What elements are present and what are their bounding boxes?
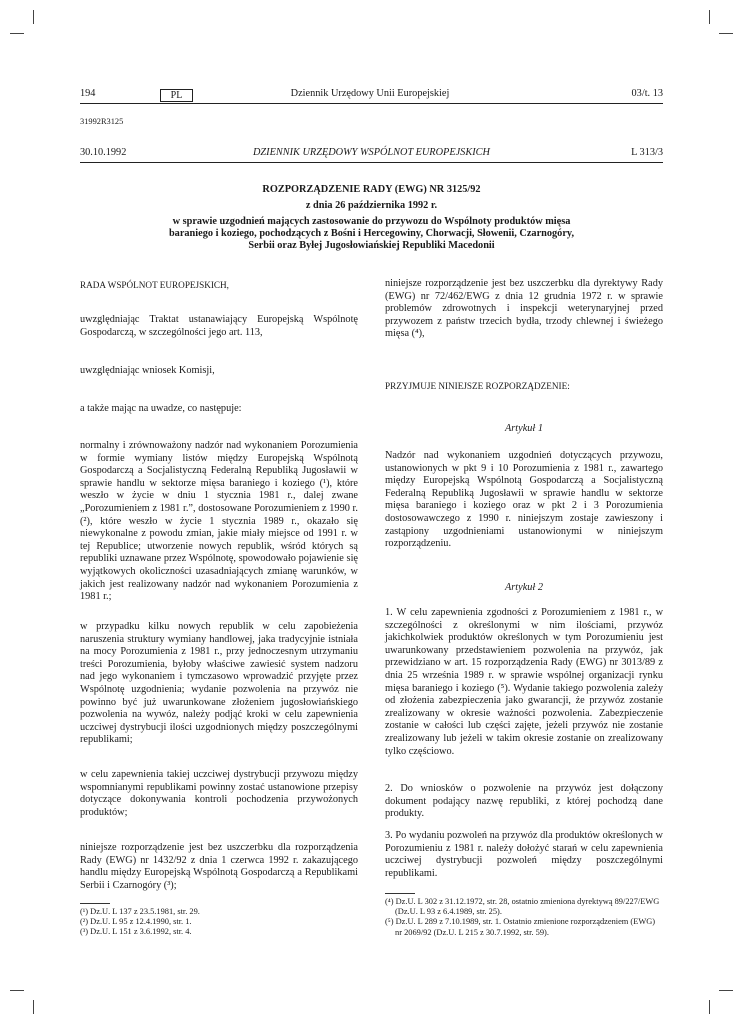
recital-paragraph: w przypadku kilku nowych republik w celu zapobieżenia naruszenia struktury wymiany handlowej, jaka tradycyjnie istniała na mocy Porozumienia z 1981 r., przy jednoczesnym utrzymaniu treści Porozumienia, byłoby właściwe zawiesić system nadzoru nad jego wykonaniem i tymczasowo wprowadzić przyjęte przez Wspólnotę uzgodnienia; wydanie pozwolenia na przywóz nie powinno być już uwarunkowane złożeniem jugosłowiańskiego pozwolenia na wywóz, należy podjąć kroki w celu zapewnienia uczciwej dystrybucji ilości uzgodnionych między poszczególnymi republikami; [80, 621, 358, 746]
footnote-5: (⁵) Dz.U. L 289 z 7.10.1989, str. 1. Ostatnio zmienione rozporządzeniem (EWG) nr 2069/92 (Dz.U. L 215 z 30.7.1992, str. 59). [385, 917, 656, 937]
regulation-subject-1: w sprawie uzgodnień mających zastosowanie do przywozu do Wspólnoty produktów mięsa [172, 216, 571, 227]
journal-title: Dziennik Urzędowy Unii Europejskiej [290, 88, 450, 99]
crop-mark [10, 33, 24, 34]
source-date: 30.10.1992 [80, 147, 127, 158]
section-number: 03/t. 13 [631, 88, 663, 99]
regulation-title: ROZPORZĄDZENIE RADY (EWG) NR 3125/92 [262, 184, 481, 195]
recital-intro: a także mając na uwadze, co następuje: [80, 403, 242, 414]
footnote-4: (⁴) Dz.U. L 302 z 31.12.1972, str. 28, ostatnio zmieniona dyrektywą 89/227/EWG (Dz.U. L 93 z 6.4.1989, str. 25). [385, 897, 660, 917]
crop-mark [33, 1000, 34, 1014]
regulation-date: z dnia 26 października 1992 r. [305, 200, 438, 211]
recital-paragraph: niniejsze rozporządzenie jest bez uszczerbku dla rozporządzenia Rady (EWG) nr 1432/92 z dnia 1 czerwca 1992 r. zakazującego handlu między Europejską Wspólnotą Gospodarczą a Republikami Serbii i Czarnogóry (³); [80, 842, 358, 891]
recital-commission: uwzględniając wniosek Komisji, [80, 365, 215, 376]
recital-directive: niniejsze rozporządzenie jest bez uszczerbku dla dyrektywy Rady (EWG) nr 72/462/EWG z dnia 12 grudnia 1972 r. w sprawie problemów zdrowotnych i inspekcji weterynaryjnej przed przywozem z państw trzecich bydła, trzody chlewnej i świeżego mięsa (⁴), [385, 278, 663, 340]
footnote-2: (²) Dz.U. L 95 z 12.4.1990, str. 1. [80, 917, 192, 927]
regulation-subject-2: baraniego i koziego, pochodzących z Bośni i Hercegowiny, Chorwacji, Słowenii, Czarnogóry, [168, 228, 575, 239]
article-1-heading: Artykuł 1 [504, 423, 544, 434]
page-number: 194 [80, 88, 96, 99]
footnote-3: (³) Dz.U. L 151 z 3.6.1992, str. 4. [80, 927, 192, 937]
regulation-subject-3: Serbii oraz Byłej Jugosłowiańskiej Republiki Macedonii [248, 240, 495, 251]
article-1-text: Nadzór nad wykonaniem uzgodnień dotyczących przywozu, ustanowionych w pkt 9 i 10 Porozumienia z 1981 r., zawartego między Europejską Wspólnotą Gospodarczą a Socjalistyczną Federalną Republiką Jugosławii w sprawie handlu w sektorze mięsa baraniego i koziego oraz w pkt 2 i 3 Porozumienia dostosowawczego z 1990 r. niniejszym zostaje zawieszony i zastąpiony uzgodnieniami ustanowionymi w niniejszym rozporządzeniu. [385, 450, 663, 550]
crop-mark [719, 990, 733, 991]
crop-mark [10, 990, 24, 991]
source-ref: L 313/3 [631, 147, 663, 158]
source-journal: DZIENNIK URZĘDOWY WSPÓLNOT EUROPEJSKICH [253, 147, 490, 158]
document-code: 31992R3125 [80, 117, 124, 126]
footnote-1: (¹) Dz.U. L 137 z 23.5.1981, str. 29. [80, 907, 200, 916]
crop-mark [33, 10, 34, 24]
article-2-paragraph-3: 3. Po wydaniu pozwoleń na przywóz dla produktów określonych w Porozumieniu z 1981 r. należy dołożyć starań w celu zapewnienia uczciwej dystrybucji pozwoleń między poszczególnymi republikami. [385, 830, 663, 879]
source-rule [80, 162, 663, 163]
recital-treaty: uwzględniając Traktat ustanawiający Europejską Wspólnotę Gospodarczą, w szczególności jego art. 113, [80, 314, 358, 338]
header-rule [80, 103, 663, 104]
recital-paragraph: w celu zapewnienia takiej uczciwej dystrybucji przywozu między wspomnianymi republikami powinny zostać ustanowione przepisy dotyczące dokonywania kontroli pochodzenia przywożonych produktów; [80, 769, 358, 818]
recital-paragraph: normalny i zrównoważony nadzór nad wykonaniem Porozumienia w formie wymiany listów między Europejską Wspólnotą Gospodarczą a Socjalistyczną Federalną Republiką Jugosławii w sprawie handlu w sektorze mięsa baraniego i koziego (¹), które weszło w życie w dniu 1 stycznia 1981 r., dalej zwane „Porozumieniem z 1981 r.”, dostosowane Porozumieniem z 1990 r. (²), które weszło w życie 1 stycznia 1989 r., okazało się niewykonalne z powodu zmian, jakie miały miejsce od 1991 r. w tej Republice; utworzenie nowych republik, wśród których są republiki uznawane przez Wspólnotę, spowodowało pojawienie się wyjątkowych okoliczności uzasadniających zmianę warunków, w jakich jest realizowany nadzór nad wykonaniem Porozumienia z 1981 r.; [80, 440, 358, 603]
footnotes-left [80, 907, 358, 938]
council-heading: RADA WSPÓLNOT EUROPEJSKICH, [80, 280, 229, 290]
article-2-paragraph-1: 1. W celu zapewnienia zgodności z Porozumieniem z 1981 r., w szczególności z określonymi w nim ilościami, przywóz jakichkolwiek produktów określonych w tym Porozumieniu jest uwarunkowany przedstawieniem pozwolenia na przywóz, jak przewidziano w art. 15 rozporządzenia Rady (EWG) nr 3013/89 z dnia 25 września 1989 r. w sprawie wspólnej organizacji rynku mięsa baraniego i koziego (⁵). Wydanie takiego pozwolenia zależy od złożenia zabezpieczenia jako gwarancji, że przywóz zostanie zrealizowany w okresie ważności pozwolenia. Zabezpieczenie zostanie w całości lub części zajęte, jeżeli przywóz nie zostanie zrealizowany lub jeżeli w takim okresie zostanie on zrealizowany tylko częściowo. [385, 607, 663, 757]
article-2-paragraph-2: 2. Do wniosków o pozwolenie na przywóz jest dołączony dokument podający nazwę republiki, z której pochodzą dane produkty. [385, 783, 663, 820]
article-2-heading: Artykuł 2 [504, 582, 544, 593]
crop-mark [719, 33, 733, 34]
footnote-rule [385, 893, 415, 894]
crop-mark [709, 1000, 710, 1014]
crop-mark [709, 10, 710, 24]
adoption-formula: PRZYJMUJE NINIEJSZE ROZPORZĄDZENIE: [385, 381, 570, 391]
language-badge: PL [160, 89, 193, 102]
footnotes-right [385, 897, 663, 938]
footnote-rule [80, 903, 110, 904]
